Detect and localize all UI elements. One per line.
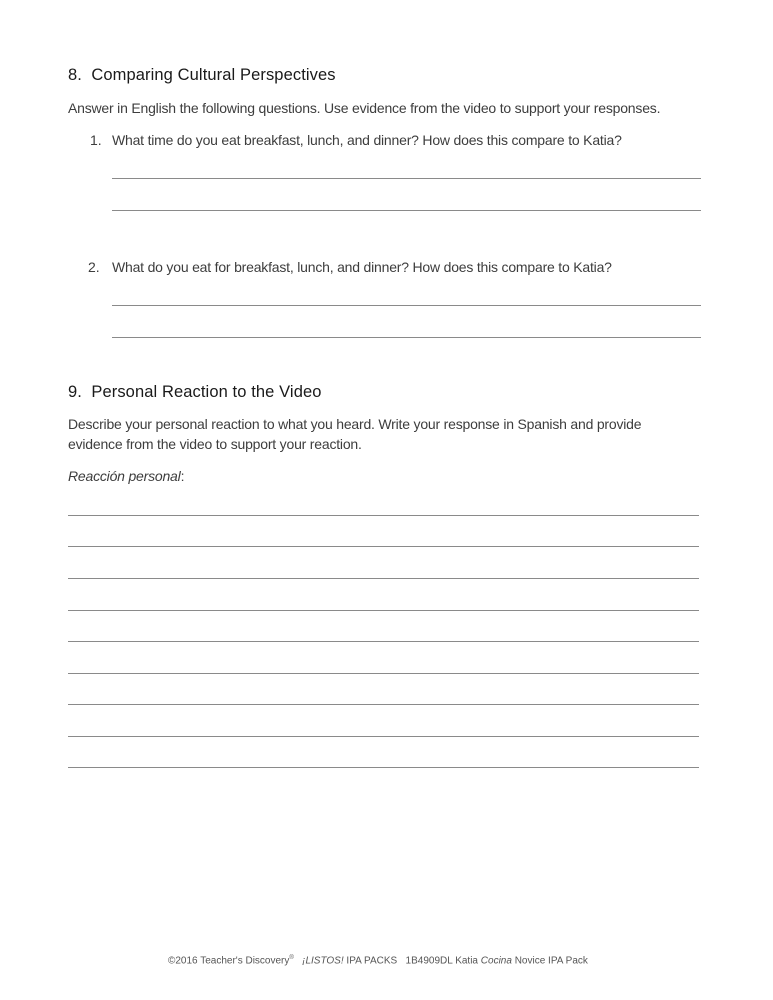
footer-product-code: 1B4909DL Katia bbox=[405, 955, 481, 967]
response-label bbox=[68, 468, 184, 484]
question-2-answer-line-2[interactable] bbox=[112, 337, 701, 338]
response-line[interactable] bbox=[68, 546, 699, 547]
footer-series-suffix: IPA PACKS bbox=[343, 955, 398, 967]
section-9-instructions-line-2: evidence from the video to support your reaction. bbox=[68, 436, 362, 452]
section-9-instructions-line-1: Describe your personal reaction to what you heard. Write your response in Spanish and provide bbox=[68, 416, 642, 432]
footer bbox=[168, 955, 588, 966]
response-line[interactable] bbox=[68, 767, 699, 768]
footer-product-suffix: Novice IPA Pack bbox=[511, 955, 588, 967]
section-9-title: Personal Reaction to the Video bbox=[91, 383, 322, 401]
response-label-colon: : bbox=[180, 468, 185, 484]
response-label-text: Reacción personal bbox=[68, 468, 181, 484]
response-line[interactable] bbox=[68, 515, 699, 516]
footer-product-italic: Cocina bbox=[480, 955, 512, 967]
response-line[interactable] bbox=[68, 641, 699, 642]
response-line[interactable] bbox=[68, 704, 699, 705]
section-9-heading bbox=[68, 383, 322, 402]
registered-mark: ® bbox=[289, 955, 294, 961]
question-1-answer-line-2[interactable] bbox=[112, 210, 701, 211]
footer-series: ¡LISTOS! bbox=[302, 955, 344, 967]
footer-copyright: ©2016 Teacher's Discovery bbox=[168, 955, 290, 967]
section-8-title: Comparing Cultural Perspectives bbox=[91, 66, 336, 84]
response-line[interactable] bbox=[68, 736, 699, 737]
question-1-text: What time do you eat breakfast, lunch, and dinner? How does this compare to Katia? bbox=[112, 132, 622, 148]
section-8-instructions: Answer in English the following questions. Use evidence from the video to support your responses. bbox=[68, 100, 661, 116]
response-line[interactable] bbox=[68, 673, 699, 674]
section-8-number: 8. bbox=[68, 66, 82, 84]
question-2-text: What do you eat for breakfast, lunch, and dinner? How does this compare to Katia? bbox=[112, 259, 612, 275]
section-8-heading bbox=[68, 66, 336, 85]
question-1-number: 1. bbox=[90, 132, 102, 148]
question-2-number: 2. bbox=[88, 259, 100, 275]
question-2-answer-line-1[interactable] bbox=[112, 305, 701, 306]
response-line[interactable] bbox=[68, 578, 699, 579]
response-line[interactable] bbox=[68, 610, 699, 611]
section-9-number: 9. bbox=[68, 383, 82, 401]
question-1-answer-line-1[interactable] bbox=[112, 178, 701, 179]
